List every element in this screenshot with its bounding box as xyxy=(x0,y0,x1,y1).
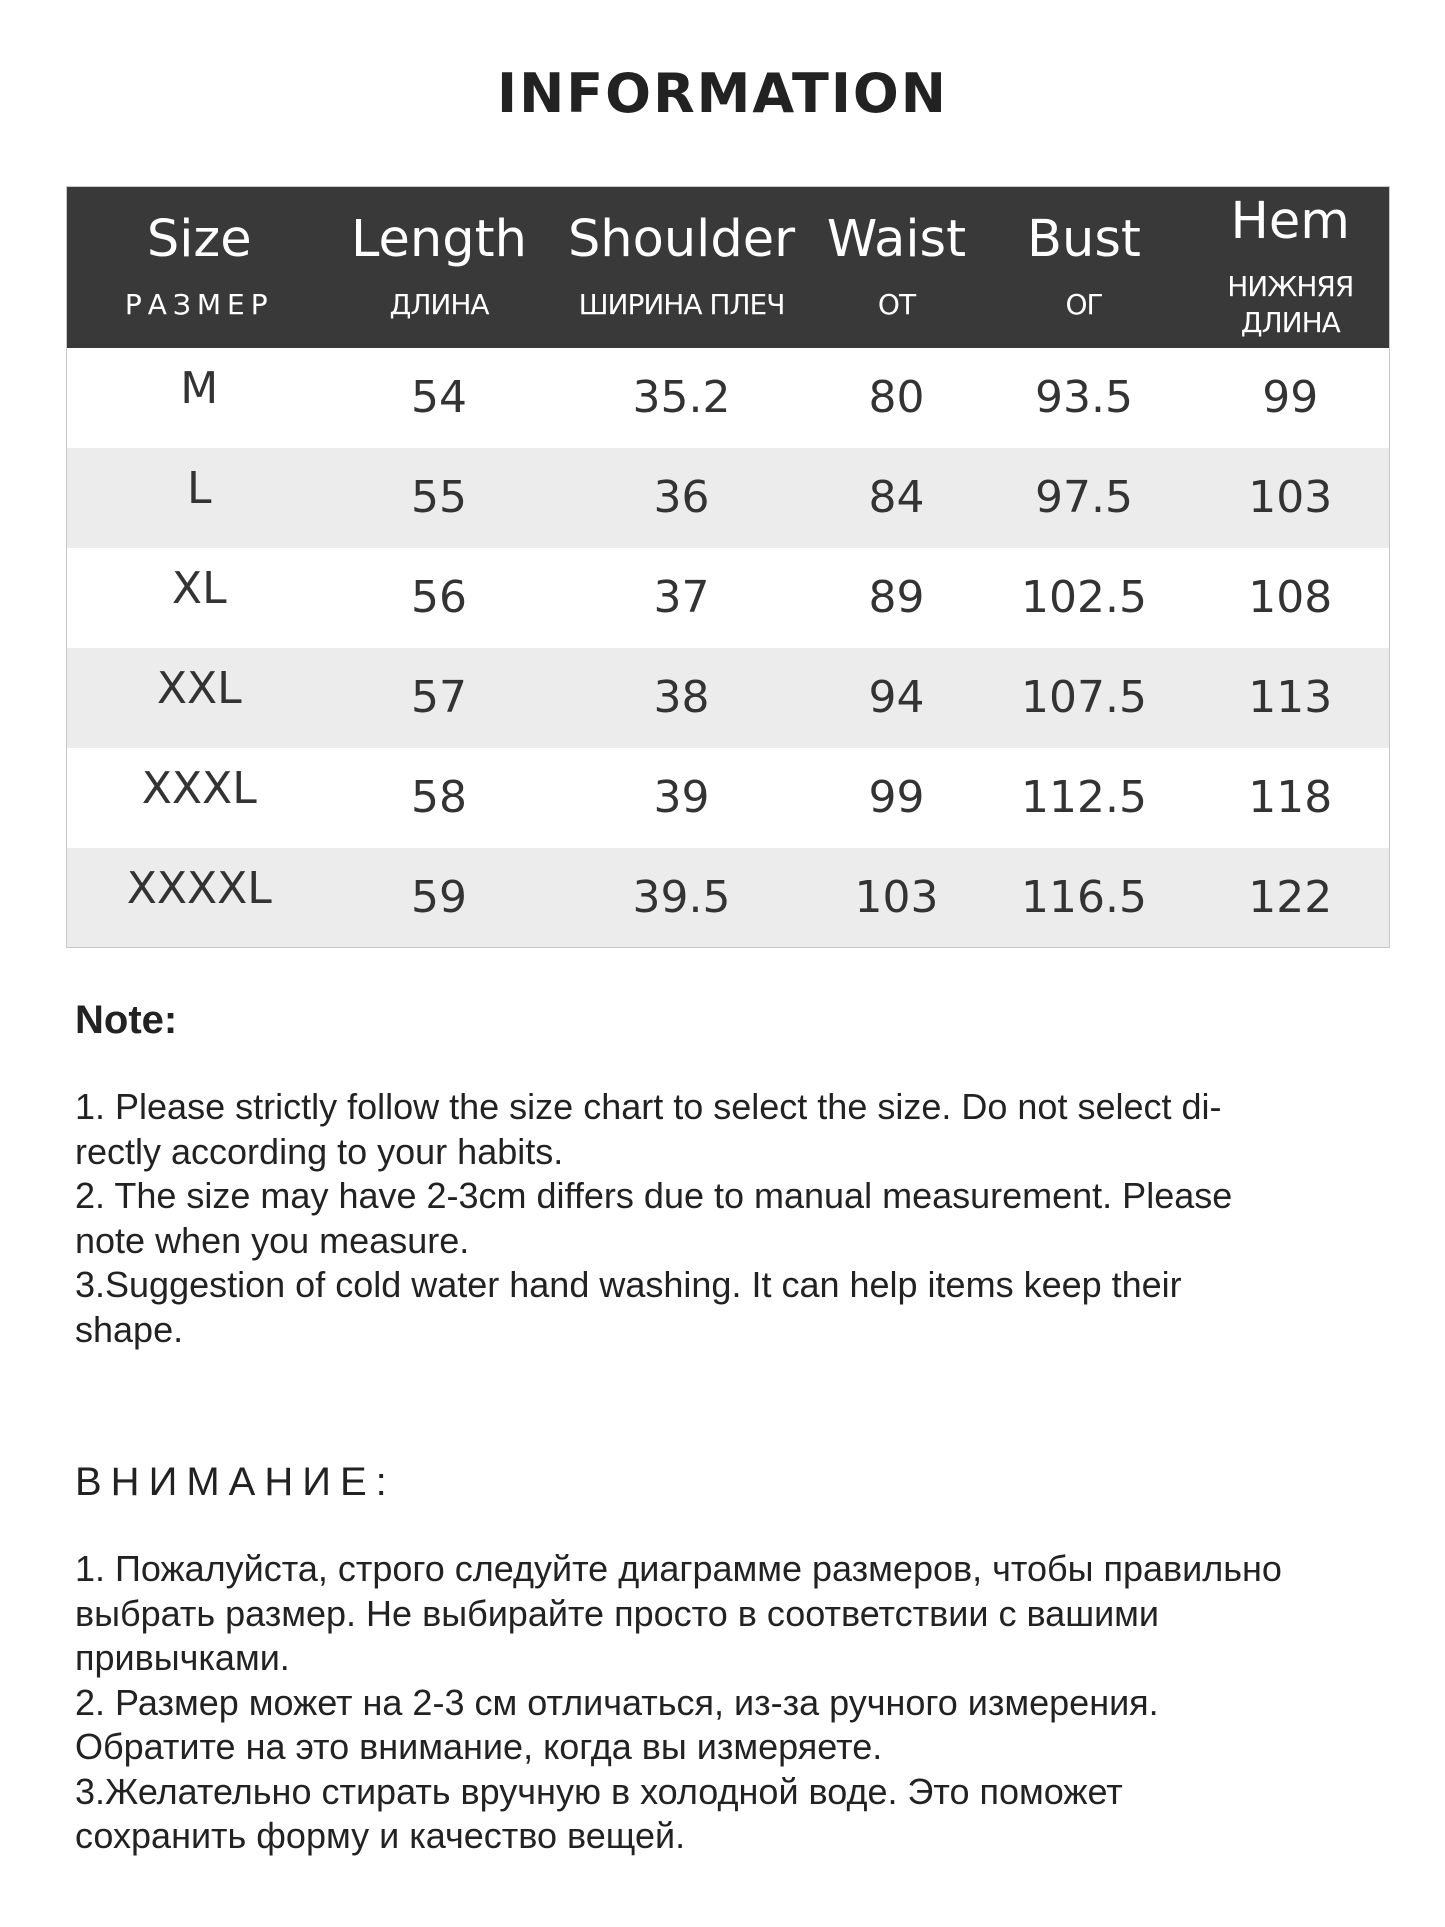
note-heading: ВНИМАНИЕ: xyxy=(75,1460,396,1504)
header-waist-en: Waist xyxy=(826,210,967,270)
table-header-row xyxy=(67,187,1390,348)
note-line: rectly according to your habits. xyxy=(75,1130,564,1172)
header-shoulder-en: Shoulder xyxy=(567,210,796,270)
note-line: Обратите на это внимание, когда вы измеряете. xyxy=(75,1726,883,1767)
cell-size: XL xyxy=(171,563,227,614)
note-line: сохранить форму и качество вещей. xyxy=(75,1815,686,1856)
cell-waist: 99 xyxy=(868,772,925,823)
cell-shoulder: 35.2 xyxy=(632,372,731,423)
cell-size: XXXL xyxy=(141,763,257,814)
cell-bust: 107.5 xyxy=(1021,672,1147,723)
note-line: 1. Пожалуйста, строго следуйте диаграмме размеров, чтобы правильно xyxy=(75,1548,1282,1589)
cell-hem: 108 xyxy=(1248,572,1333,623)
cell-waist: 84 xyxy=(868,472,925,523)
table-row xyxy=(67,348,1390,448)
cell-hem: 122 xyxy=(1248,871,1333,923)
page-title: INFORMATION xyxy=(496,62,949,125)
cell-shoulder: 39.5 xyxy=(632,871,731,923)
cell-hem: 113 xyxy=(1248,672,1333,723)
note-heading: Note: xyxy=(75,998,178,1042)
note-line: выбрать размер. Не выбирайте просто в соответствии с вашими xyxy=(75,1592,1160,1634)
cell-waist: 103 xyxy=(854,871,939,923)
cell-waist: 89 xyxy=(868,572,925,623)
header-length-en: Length xyxy=(351,210,527,270)
cell-length: 58 xyxy=(411,772,467,823)
header-length-ru: ДЛИНА xyxy=(389,288,489,322)
note-line: note when you measure. xyxy=(75,1219,470,1261)
table-row xyxy=(67,448,1390,548)
header-shoulder xyxy=(547,187,817,348)
table-row xyxy=(67,548,1390,648)
header-hem xyxy=(1192,187,1390,348)
header-bust-ru: ОГ xyxy=(1065,288,1103,322)
cell-shoulder: 37 xyxy=(653,572,710,623)
cell-shoulder: 36 xyxy=(653,472,710,523)
header-size xyxy=(67,187,332,348)
cell-size: M xyxy=(180,363,219,414)
cell-bust: 97.5 xyxy=(1035,472,1133,523)
note-line: привычками. xyxy=(75,1637,290,1678)
header-bust-en: Bust xyxy=(1027,210,1141,270)
cell-shoulder: 39 xyxy=(653,772,710,823)
cell-waist: 80 xyxy=(868,372,925,423)
header-hem-ru: НИЖНЯЯ ДЛИНА xyxy=(1227,270,1354,340)
cell-waist: 94 xyxy=(868,672,925,723)
header-waist-ru: ОТ xyxy=(877,288,916,322)
cell-shoulder: 38 xyxy=(653,672,710,723)
cell-length: 57 xyxy=(411,672,467,723)
cell-length: 59 xyxy=(411,871,467,923)
cell-bust: 116.5 xyxy=(1021,871,1147,923)
header-hem-en: Hem xyxy=(1230,192,1350,252)
note-line: 3.Желательно стирать вручную в холодной воде. Это поможет xyxy=(75,1770,1123,1812)
cell-length: 54 xyxy=(411,372,467,423)
header-size-ru: РАЗМЕР xyxy=(124,288,274,322)
size-chart-table xyxy=(66,186,1390,948)
note-line: 2. Размер может на 2-3 см отличаться, из-за ручного измерения. xyxy=(75,1681,1159,1723)
table-row xyxy=(67,848,1390,948)
table-row xyxy=(67,748,1390,848)
note-russian xyxy=(75,1460,1375,1859)
note-line: 3.Suggestion of cold water hand washing. It can help items keep their xyxy=(75,1264,1182,1305)
cell-length: 55 xyxy=(411,472,467,523)
cell-size: XXL xyxy=(156,663,242,714)
cell-hem: 118 xyxy=(1248,772,1333,823)
cell-hem: 103 xyxy=(1248,472,1333,523)
cell-hem: 99 xyxy=(1262,372,1319,423)
cell-bust: 93.5 xyxy=(1035,372,1133,423)
cell-bust: 112.5 xyxy=(1021,772,1147,823)
note-line: shape. xyxy=(75,1308,184,1350)
header-bust xyxy=(977,187,1192,348)
cell-length: 56 xyxy=(411,572,467,623)
header-waist xyxy=(817,187,977,348)
cell-size: L xyxy=(186,463,212,514)
header-size-en: Size xyxy=(146,210,252,270)
note-line: 1. Please strictly follow the size chart to select the size. Do not select di- xyxy=(75,1086,1222,1127)
note-line: 2. The size may have 2-3cm differs due to manual measurement. Please xyxy=(75,1175,1233,1216)
header-shoulder-ru: ШИРИНА ПЛЕЧ xyxy=(578,288,785,322)
note-english xyxy=(75,998,1375,1352)
table-row xyxy=(67,648,1390,748)
cell-bust: 102.5 xyxy=(1021,572,1147,623)
header-length xyxy=(332,187,547,348)
cell-size: XXXXL xyxy=(126,862,272,914)
